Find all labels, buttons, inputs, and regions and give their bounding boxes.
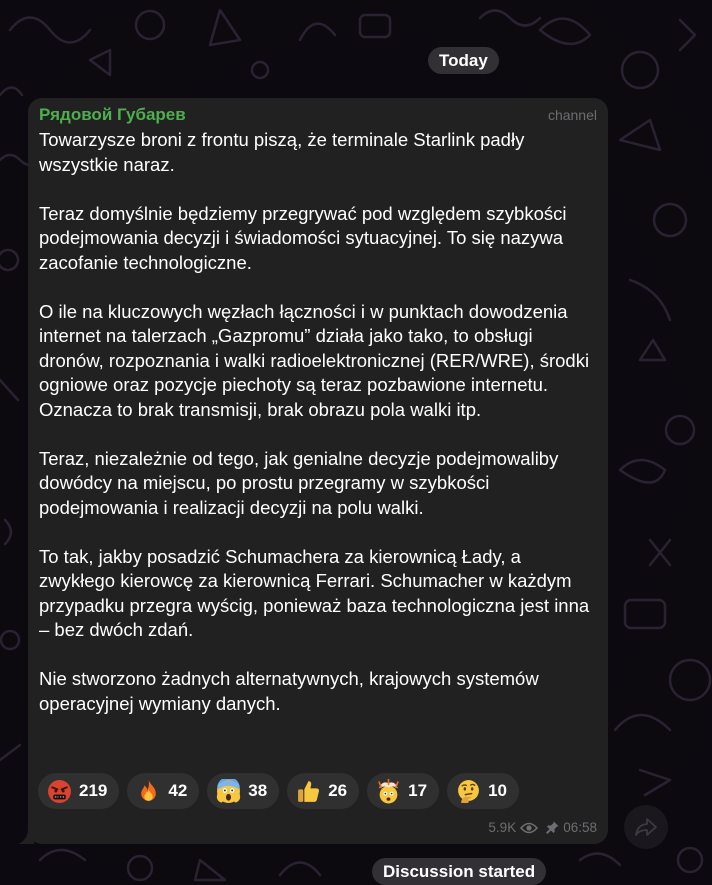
message-paragraph: Teraz, niezależnie od tego, jak genialne decyzje podejmowaliby dowódcy na miejscu, po prostu przegramy w szybkości podejmowania i realizacji decyzji na polu walki. bbox=[39, 447, 559, 518]
discussion-started-label: Discussion started bbox=[372, 858, 546, 885]
message-paragraph: Teraz domyślnie będziemy przegrywać pod względem szybkości podejmowania decyzji i świadomości sytuacyjnej. To się nazywa zacofanie technologiczne. bbox=[39, 202, 567, 273]
pin-icon bbox=[546, 821, 559, 834]
fire-icon bbox=[136, 779, 161, 804]
message-paragraph: Nie stworzono żadnych alternatywnych, krajowych systemów operacyjnej wymiany danych. bbox=[39, 668, 539, 714]
message-meta bbox=[488, 820, 597, 835]
reactions-bar bbox=[38, 773, 519, 809]
reaction-count: 38 bbox=[248, 781, 268, 800]
reaction-thinking[interactable] bbox=[447, 773, 519, 809]
sender-name[interactable]: Рядовой Губарев bbox=[39, 105, 186, 124]
reaction-count: 42 bbox=[168, 781, 188, 800]
reaction-count: 10 bbox=[488, 781, 507, 800]
forward-button[interactable] bbox=[624, 805, 668, 849]
reaction-count: 26 bbox=[328, 781, 348, 800]
reaction-count: 219 bbox=[79, 781, 108, 800]
reaction-count: 17 bbox=[408, 781, 428, 800]
reaction-screaming[interactable] bbox=[207, 773, 279, 809]
angry-face-with-symbols-icon bbox=[47, 779, 72, 804]
thumbs-up-icon bbox=[296, 779, 321, 804]
message-paragraph: O ile na kluczowych węzłach łączności i w punktach dowodzenia internet na talerzach „Gazpromu” działa jako tako, to obsługi dronów, rozpoznania i walki radioelektronicznej (RER/WRE), środki ogniowe oraz pozycje piechoty są teraz pozbawione internetu. Oznacza to brak transmisji, brak obrazu pola walki itp. bbox=[39, 300, 590, 420]
date-separator: Today bbox=[428, 47, 499, 74]
message-paragraph: Towarzysze broni z frontu piszą, że terminale Starlink padły wszystkie naraz. bbox=[39, 129, 525, 175]
eye-icon bbox=[520, 822, 538, 834]
reaction-fire[interactable] bbox=[127, 773, 199, 809]
exploding-head-icon bbox=[376, 779, 401, 804]
channel-tag: channel bbox=[547, 107, 597, 123]
message-bubble[interactable] bbox=[28, 98, 608, 844]
message-text bbox=[39, 128, 599, 716]
view-count: 5.9K bbox=[488, 820, 517, 835]
message-time: 06:58 bbox=[563, 820, 597, 835]
reaction-angry[interactable] bbox=[38, 773, 119, 809]
reaction-exploding-head[interactable] bbox=[367, 773, 439, 809]
forward-arrow-icon bbox=[635, 818, 657, 836]
reaction-thumbs-up[interactable] bbox=[287, 773, 359, 809]
thinking-face-icon bbox=[456, 779, 481, 804]
face-screaming-in-fear-icon bbox=[216, 779, 241, 804]
message-paragraph: To tak, jakby posadzić Schumachera za kierownicą Łady, a zwykłego kierowcę za kierownicą Ferrari. Schumacher w każdym przypadku przegra wyścig, ponieważ baza technologiczna jest inna – bez dwóch zdań. bbox=[39, 545, 590, 640]
